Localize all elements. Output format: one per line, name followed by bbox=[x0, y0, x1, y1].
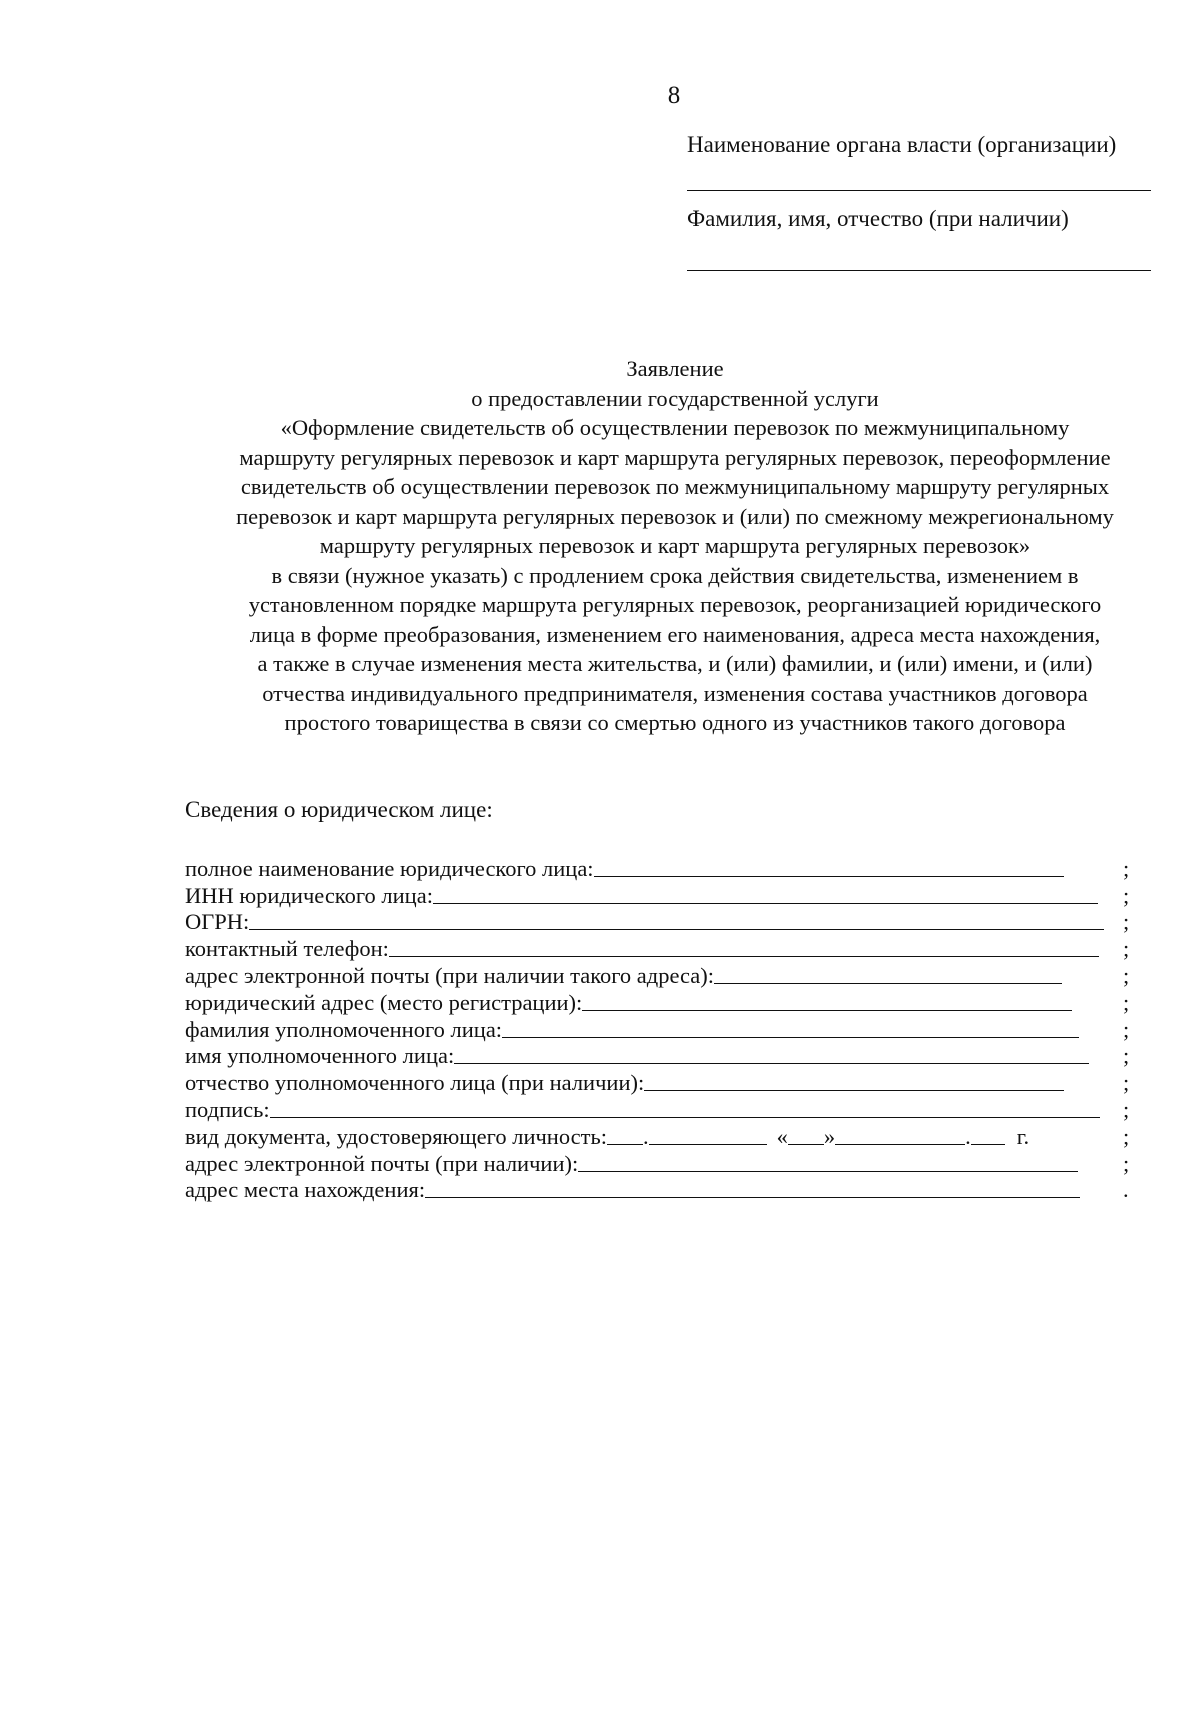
field-end-mark: ; bbox=[1123, 1070, 1130, 1096]
title-line: перевозок и карт маршрута регулярных перевозок и (или) по смежному межрегиональному bbox=[236, 503, 1114, 529]
title-line: простого товарищества в связи со смертью одного из участников такого договора bbox=[284, 710, 1066, 735]
title-line: маршруту регулярных перевозок и карт маршрута регулярных перевозок, переоформление bbox=[239, 444, 1111, 470]
field-email-org bbox=[185, 962, 1135, 989]
field-blank-line[interactable] bbox=[582, 1010, 1072, 1011]
field-inn bbox=[185, 882, 1135, 909]
field-rep-surname bbox=[185, 1016, 1135, 1043]
field-end-mark: ; bbox=[1123, 989, 1130, 1015]
field-signature bbox=[185, 1096, 1135, 1123]
application-title bbox=[160, 354, 1190, 738]
title-line: установленном порядке маршрута регулярных перевозок, реорганизацией юридического bbox=[248, 592, 1102, 617]
title-line: в связи (нужное указать) с продлением срока действия свидетельства, изменением в bbox=[271, 562, 1079, 588]
field-location-address bbox=[185, 1177, 1135, 1204]
title-line: а также в случае изменения места жительства, и (или) фамилии, и (или) имени, и (или) bbox=[257, 651, 1093, 676]
field-end-mark: ; bbox=[1123, 1043, 1130, 1069]
field-end-mark: ; bbox=[1123, 962, 1130, 988]
page-number: 8 bbox=[667, 82, 681, 109]
field-label: юридический адрес (место регистрации): bbox=[185, 989, 583, 1015]
field-blank-line[interactable] bbox=[578, 1171, 1078, 1172]
doc-dot: . bbox=[965, 1123, 971, 1149]
doc-year-suffix: г. bbox=[1016, 1123, 1030, 1149]
field-ogrn bbox=[185, 909, 1135, 936]
field-label: полное наименование юридического лица: bbox=[185, 855, 594, 881]
doc-month-line[interactable] bbox=[835, 1144, 965, 1145]
title-line: «Оформление свидетельств об осуществлении перевозок по межмуниципальному bbox=[280, 415, 1070, 440]
title-line: о предоставлении государственной услуги bbox=[471, 385, 879, 411]
field-rep-name bbox=[185, 1043, 1135, 1070]
doc-day-line[interactable] bbox=[788, 1144, 824, 1145]
field-email bbox=[185, 1150, 1135, 1177]
organ-blank-line[interactable] bbox=[687, 190, 1151, 191]
field-phone bbox=[185, 935, 1135, 962]
field-label: адрес места нахождения: bbox=[185, 1177, 426, 1203]
field-end-mark: . bbox=[1123, 1177, 1129, 1203]
field-end-mark: ; bbox=[1123, 1096, 1130, 1122]
field-end-mark: ; bbox=[1123, 882, 1130, 908]
field-end-mark: ; bbox=[1123, 1016, 1130, 1042]
field-end-mark: ; bbox=[1123, 936, 1130, 962]
doc-number-line[interactable] bbox=[649, 1144, 767, 1145]
field-blank-line[interactable] bbox=[714, 983, 1062, 984]
title-line: лица в форме преобразования, изменением его наименования, адреса места нахождения, bbox=[249, 621, 1101, 647]
doc-quote-close: » bbox=[823, 1123, 836, 1149]
field-label: фамилия уполномоченного лица: bbox=[185, 1016, 503, 1042]
field-label: контактный телефон: bbox=[185, 936, 389, 962]
title-line: Заявление bbox=[626, 356, 724, 381]
field-label: адрес электронной почты (при наличии такого адреса): bbox=[185, 962, 715, 988]
field-blank-line[interactable] bbox=[502, 1037, 1079, 1038]
field-label: имя уполномоченного лица: bbox=[185, 1043, 455, 1069]
field-blank-line[interactable] bbox=[454, 1063, 1089, 1064]
field-label: вид документа, удостоверяющего личность: bbox=[185, 1123, 607, 1149]
field-label: подпись: bbox=[185, 1096, 270, 1122]
field-label: адрес электронной почты (при наличии): bbox=[185, 1150, 579, 1176]
field-end-mark: ; bbox=[1123, 1123, 1130, 1149]
field-full-name bbox=[185, 855, 1135, 882]
title-line: маршруту регулярных перевозок и карт маршрута регулярных перевозок» bbox=[319, 533, 1031, 558]
section-heading: Сведения о юридическом лице: bbox=[185, 797, 493, 822]
legal-entity-fields bbox=[185, 855, 1135, 1203]
title-line: свидетельств об осуществлении перевозок по межмуниципальному маршруту регулярных bbox=[240, 474, 1110, 499]
field-blank-line[interactable] bbox=[270, 1117, 1100, 1118]
fio-label: Фамилия, имя, отчество (при наличии) bbox=[687, 206, 1069, 231]
field-end-mark: ; bbox=[1123, 855, 1130, 881]
field-end-mark: ; bbox=[1123, 1150, 1130, 1176]
field-blank-line[interactable] bbox=[433, 903, 1098, 904]
field-legal-address bbox=[185, 989, 1135, 1016]
field-end-mark: ; bbox=[1123, 909, 1130, 935]
field-rep-patronymic bbox=[185, 1069, 1135, 1096]
field-blank-line[interactable] bbox=[594, 876, 1064, 877]
field-label: ИНН юридического лица: bbox=[185, 882, 433, 908]
field-blank-line[interactable] bbox=[425, 1197, 1080, 1198]
doc-quote-open: « bbox=[776, 1123, 788, 1149]
field-blank-line[interactable] bbox=[389, 956, 1099, 957]
doc-dot: . bbox=[643, 1123, 649, 1149]
fio-blank-line[interactable] bbox=[687, 270, 1151, 271]
addressee-block bbox=[687, 130, 1157, 271]
field-label: ОГРН: bbox=[185, 909, 250, 935]
field-id-document bbox=[185, 1123, 1135, 1150]
title-line: отчества индивидуального предпринимателя, изменения состава участников договора bbox=[262, 680, 1088, 706]
doc-series-line[interactable] bbox=[607, 1144, 643, 1145]
organ-label: Наименование органа власти (организации) bbox=[687, 132, 1117, 157]
field-blank-line[interactable] bbox=[249, 929, 1104, 930]
doc-year-line[interactable] bbox=[971, 1144, 1005, 1145]
field-blank-line[interactable] bbox=[644, 1090, 1064, 1091]
field-label: отчество уполномоченного лица (при наличии): bbox=[185, 1070, 645, 1096]
